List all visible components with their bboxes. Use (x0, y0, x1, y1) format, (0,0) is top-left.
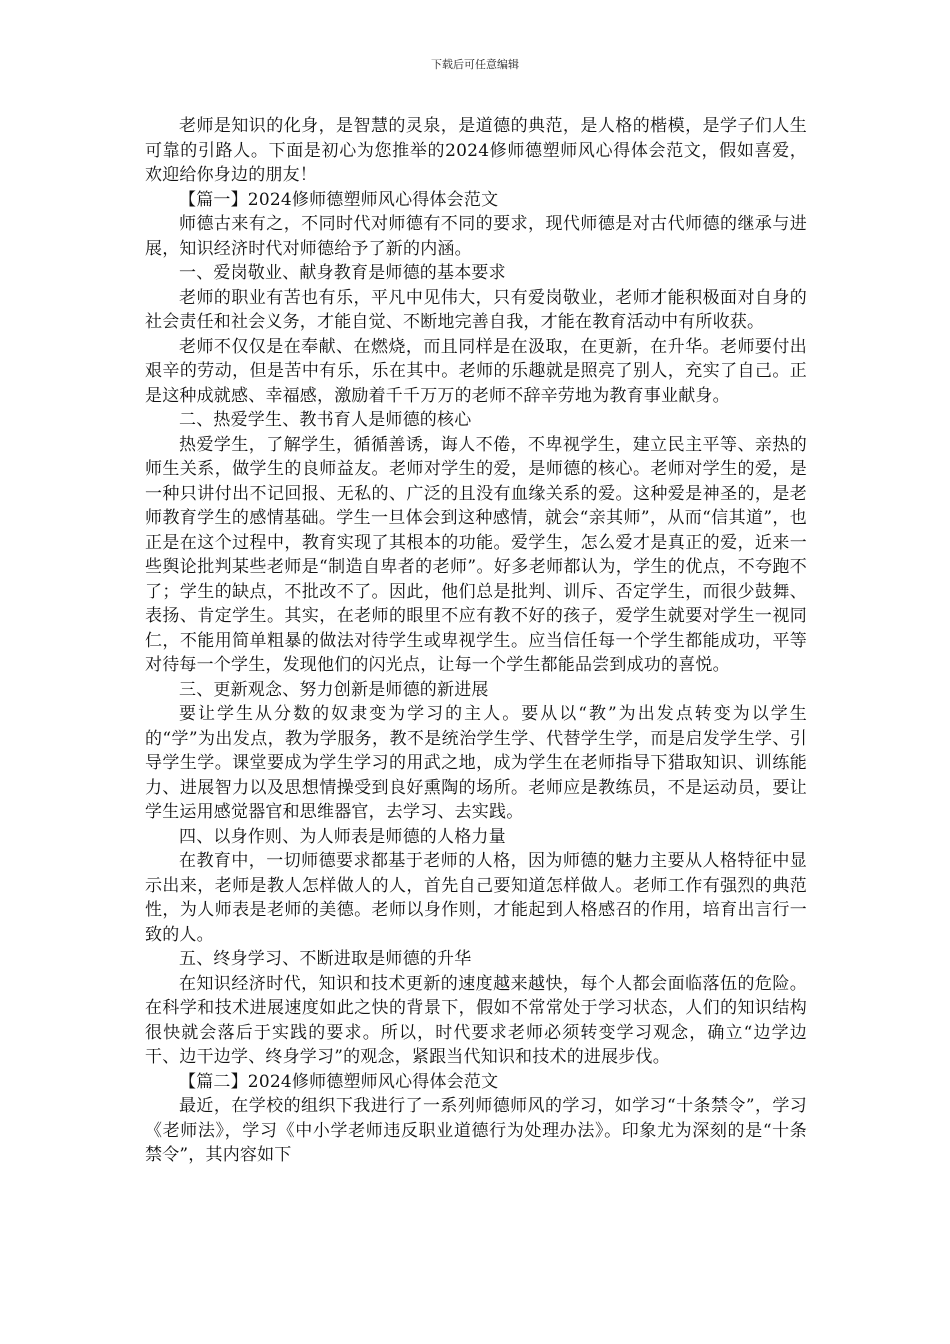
body-paragraph: 老师不仅仅是在奉献、在燃烧，而且同样是在汲取，在更新，在升华。老师要付出艰辛的劳动，但是苦中有乐，乐在其中。老师的乐趣就是照亮了别人，充实了自己。正是这种成就感、幸福感，激励着千千万万的老师不辞辛劳地为教育事业献身。 (145, 336, 807, 406)
body-paragraph: 在知识经济时代，知识和技术更新的速度越来越快，每个人都会面临落伍的危险。在科学和技术进展速度如此之快的背景下，假如不常常处于学习状态，人们的知识结构很快就会落后于实践的要求。所以，时代要求老师必须转变学习观念，确立“边学边干、边干边学、终身学习”的观念，紧跟当代知识和技术的进展步伐。 (145, 973, 807, 1067)
subheading-4: 四、以身作则、为人师表是师德的人格力量 (179, 826, 506, 847)
body-paragraph: 要让学生从分数的奴隶变为学习的主人。要从以“教”为出发点转变为以学生的“学”为出发点，教为学服务，教不是统治学生学、代替学生学，而是启发学生学、引导学生学。课堂要成为学生学习的用武之地，成为学生在老师指导下猎取知识、训练能力、进展智力以及思想情操受到良好熏陶的场所。老师应是教练员，不是运动员，要让学生运用感觉器官和思维器官，去学习、去实践。 (145, 704, 807, 822)
subheading-1: 一、爱岗敬业、献身教育是师德的基本要求 (179, 263, 506, 283)
intro-paragraph: 老师是知识的化身，是智慧的灵泉，是道德的典范，是人格的楷模，是学子们人生可靠的引路人。下面是初心为您推举的2024修师德塑师风心得体会范文，假如喜爱，欢迎给你身边的朋友！ (145, 116, 807, 185)
subheading-3: 三、更新观念、努力创新是师德的新进展 (179, 679, 489, 700)
section-title-part-two: 【篇二】2024修师德塑师风心得体会范文 (179, 1071, 499, 1092)
body-paragraph: 老师的职业有苦也有乐，平凡中见伟大，只有爱岗敬业，老师才能积极面对自身的社会责任和社会义务，才能自觉、不断地完善自我，才能在教育活动中有所收获。 (145, 287, 807, 332)
page-header: 下载后可任意编辑 (431, 58, 519, 71)
body-paragraph: 师德古来有之，不同时代对师德有不同的要求，现代师德是对古代师德的继承与进展，知识经济时代对师德给予了新的内涵。 (145, 214, 807, 259)
body-paragraph: 热爱学生，了解学生，循循善诱，诲人不倦，不卑视学生，建立民主平等、亲热的师生关系，做学生的良师益友。老师对学生的爱，是师德的核心。老师对学生的爱，是一种只讲付出不记回报、无私的、广泛的且没有血缘关系的爱。这种爱是神圣的，是老师教育学生的感情基础。学生一旦体会到这种感情，就会“亲其师”，从而“信其道”，也正是在这个过程中，教育实现了其根本的功能。爱学生，怎么爱才是真正的爱，近来一些舆论批判某些老师是“制造自卑者的老师”。好多老师都认为，学生的优点，不夸跑不了；学生的缺点，不批改不了。因此，他们总是批判、训斥、否定学生，而很少鼓舞、表扬、肯定学生。其实，在老师的眼里不应有教不好的孩子，爱学生就要对学生一视同仁，不能用简单粗暴的做法对待学生或卑视学生。应当信任每一个学生都能成功，平等对待每一个学生，发现他们的闪光点，让每一个学生都能品尝到成功的喜悦。 (145, 434, 807, 675)
subheading-2: 二、热爱学生、教书育人是师德的核心 (179, 410, 472, 430)
section-title-part-one: 【篇一】2024修师德塑师风心得体会范文 (179, 189, 499, 210)
body-paragraph: 最近，在学校的组织下我进行了一系列师德师风的学习，如学习“十条禁令”，学习《老师法》，学习《中小学老师违反职业道德行为处理办法》。印象尤为深刻的是“十条禁令”，其内容如下 (145, 1096, 807, 1165)
body-paragraph: 在教育中，一切师德要求都基于老师的人格，因为师德的魅力主要从人格特征中显示出来，老师是教人怎样做人的人，首先自己要知道怎样做人。老师工作有强烈的典范性，为人师表是老师的美德。老师以身作则，才能起到人格感召的作用，培育出言行一致的人。 (145, 851, 807, 945)
document-body (145, 114, 807, 1168)
subheading-5: 五、终身学习、不断进取是师德的升华 (179, 949, 472, 969)
